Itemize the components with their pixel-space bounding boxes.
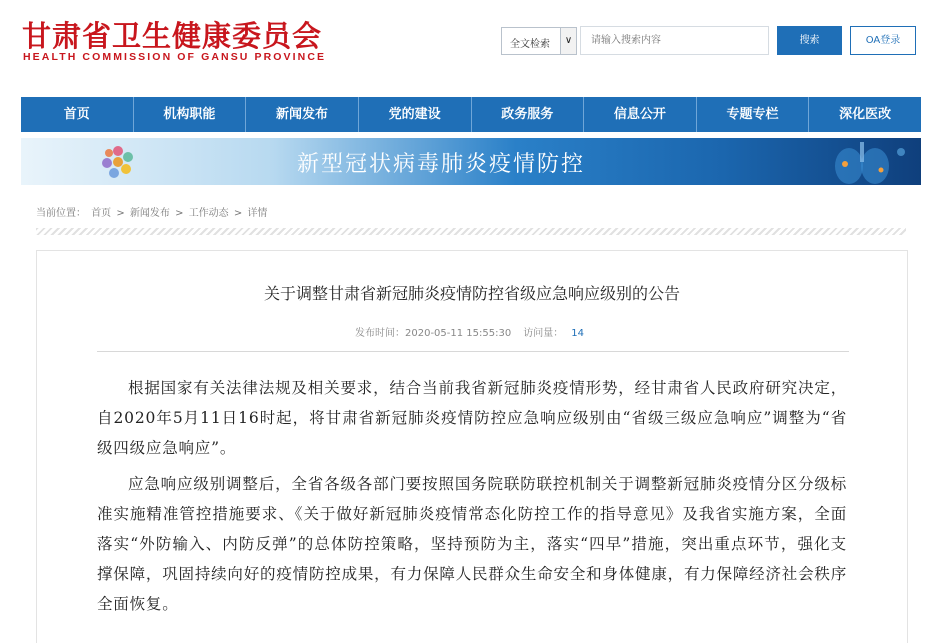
breadcrumb-prefix: 当前位置： — [36, 208, 86, 219]
article-body — [97, 373, 847, 625]
article-title: 关于调整甘肃省新冠肺炎疫情防控省级应急响应级别的公告 — [263, 284, 680, 303]
main-nav — [21, 97, 921, 132]
nav-item-reform[interactable]: 深化医改 — [839, 107, 892, 122]
published-time: 2020-05-11 15:55:30 — [405, 328, 512, 339]
nav-item-disclosure[interactable]: 信息公开 — [584, 97, 697, 132]
breadcrumb — [36, 204, 269, 219]
lungs-icon — [811, 140, 911, 184]
nav-item-functions[interactable]: 机构职能 — [134, 97, 247, 132]
oa-login-button[interactable]: OA登录 — [850, 26, 916, 55]
search-input[interactable] — [580, 26, 769, 55]
article-paragraph: 应急响应级别调整后，全省各级各部门要按照国务院联防联控机制关于调整新冠肺炎疫情分区分级标准实施精准管控措施要求、《关于做好新冠肺炎疫情常态化防控工作的指导意见》及我省实施方案，全面落实“外防输入、内防反弹”的总体防控策略，坚持预防为主，落实“四早”措施，突出重点环节，强化支撑保障，巩固持续向好的疫情防控成果，有力保障人民群众生命安全和身体健康，有力保障经济社会秩序全面恢复。 — [97, 475, 847, 613]
published-label: 发布时间： — [355, 328, 405, 339]
site-logo[interactable]: 甘肃省卫生健康委员会 — [22, 19, 323, 53]
nav-item-party[interactable]: 党的建设 — [359, 97, 472, 132]
breadcrumb-separator: > — [230, 208, 246, 219]
breadcrumb-item-work[interactable]: 工作动态 — [188, 208, 229, 219]
article-panel — [36, 250, 908, 643]
banner-title: 新型冠状病毒肺炎疫情防控 — [297, 152, 586, 177]
chevron-down-icon[interactable]: ∨ — [560, 28, 576, 54]
breadcrumb-separator: > — [171, 208, 187, 219]
views-count: 14 — [571, 328, 584, 339]
search-scope-value: 全文检索 — [510, 39, 550, 50]
nav-item-news[interactable]: 新闻发布 — [246, 97, 359, 132]
breadcrumb-item-home[interactable]: 首页 — [91, 208, 112, 219]
decorative-stripe — [36, 228, 906, 235]
breadcrumb-item-news[interactable]: 新闻发布 — [129, 208, 170, 219]
covid-banner[interactable] — [21, 138, 921, 185]
breadcrumb-separator: > — [113, 208, 128, 219]
search-scope-select[interactable] — [501, 27, 577, 55]
nav-item-topics[interactable]: 专题专栏 — [697, 97, 810, 132]
nav-item-home[interactable]: 首页 — [21, 97, 134, 132]
search-button[interactable]: 搜索 — [777, 26, 842, 55]
breadcrumb-item-detail: 详情 — [247, 208, 268, 219]
nav-item-services[interactable]: 政务服务 — [472, 97, 585, 132]
views-label: 访问量： — [523, 328, 564, 339]
site-header — [0, 0, 952, 96]
site-logo-english: HEALTH COMMISSION OF GANSU PROVINCE — [23, 51, 327, 63]
article-paragraph: 根据国家有关法律法规及相关要求，结合当前我省新冠肺炎疫情形势，经甘肃省人民政府研究决定，自2020年5月11日16时起，将甘肃省新冠肺炎疫情防控应急响应级别由“省级三级应急响应”调整为“省级四级应急响应”。 — [97, 379, 847, 457]
divider — [97, 351, 849, 352]
article-meta — [355, 324, 584, 339]
virus-icon — [99, 143, 137, 181]
